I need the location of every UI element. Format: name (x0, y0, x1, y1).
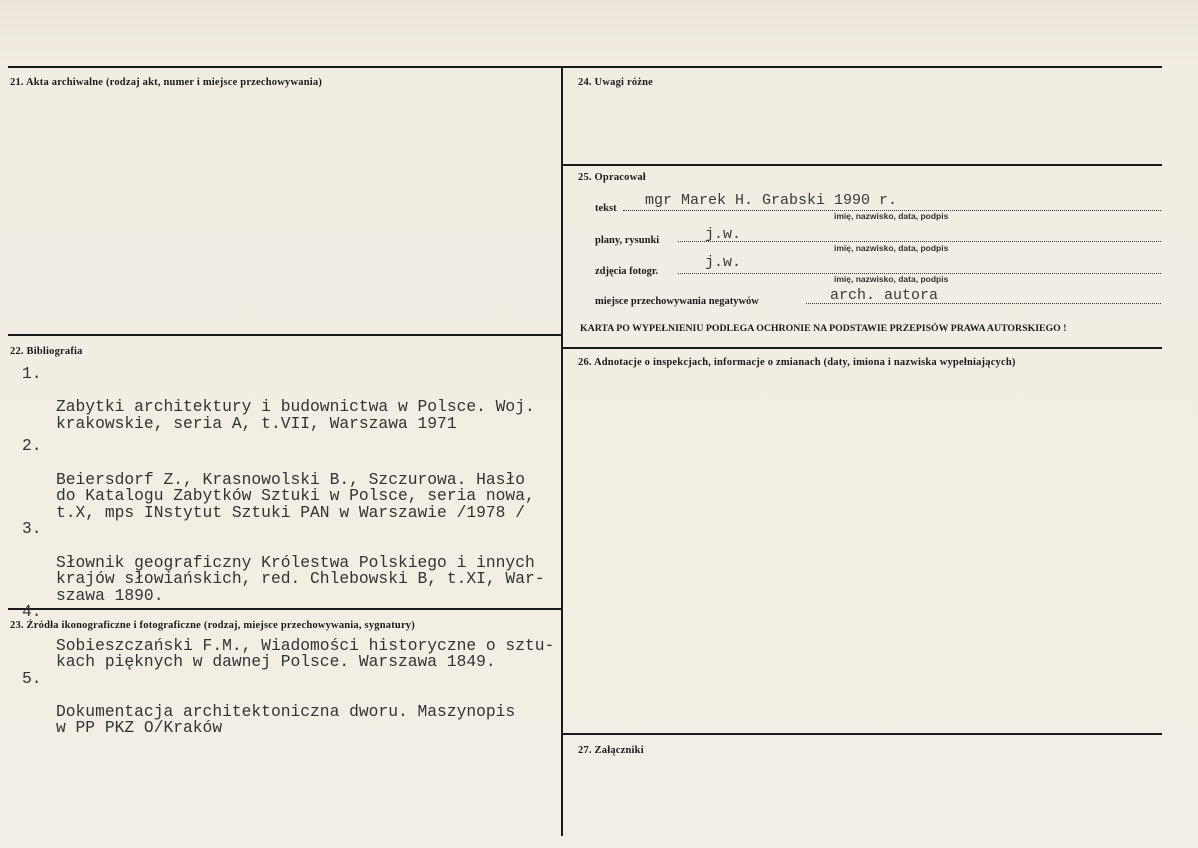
bibliography-entry (22, 438, 567, 521)
section-21-label: 21. Akta archiwalne (rodzaj akt, numer i miejsce przechowywania) (10, 77, 323, 88)
section-23-label: 23. Źródła ikonograficzne i fotograficzne (rodzaj, miejsce przechowywania, sygnatury) (10, 620, 415, 631)
copyright-notice: KARTA PO WYPEŁNIENIU PODLEGA OCHRONIE NA PODSTAWIE PRZEPISÓW PRAWA AUTORSKIEGO ! (580, 323, 1067, 334)
plany-dotted-line (678, 241, 1161, 242)
entry-text: Beiersdorf Z., Krasnowolski B., Szczurowa. Hasło do Katalogu Zabytków Sztuki w Polsce, seria nowa, t.X, mps INstytut Sztuki PAN w Warszawie /1978 / (56, 469, 535, 522)
section-27-label: 27. Załączniki (578, 745, 644, 756)
miejsce-label: miejsce przechowywania negatywów (595, 296, 759, 307)
entry-number: 3. (22, 519, 42, 539)
rule-24-25 (562, 164, 1162, 166)
zdjecia-label: zdjęcia fotogr. (595, 266, 659, 277)
rule-26-27 (562, 733, 1162, 735)
section-24-label: 24. Uwagi różne (578, 77, 654, 88)
entry-number: 5. (22, 668, 42, 688)
section-25-label: 25. Opracował (578, 172, 646, 183)
entry-text: Dokumentacja architektoniczna dworu. Maszynopis w PP PKZ O/Kraków (56, 701, 516, 738)
entry-number: 4. (22, 602, 42, 622)
plany-hint: imię, nazwisko, data, podpis (834, 243, 949, 253)
tekst-value: mgr Marek H. Grabski 1990 r. (645, 192, 898, 209)
bibliography-entry (22, 366, 567, 432)
plany-label: plany, rysunki (595, 235, 660, 246)
entry-text: Zabytki architektury i budownictwa w Polsce. Woj. krakowskie, seria A, t.VII, Warszawa 1971 (56, 397, 535, 433)
tekst-label: tekst (595, 203, 617, 214)
entry-number: 1. (22, 364, 42, 383)
rule-21-22 (8, 334, 562, 336)
tekst-hint: imię, nazwisko, data, podpis (834, 211, 949, 221)
bibliography-entry (22, 521, 567, 604)
entry-text: Słownik geograficzny Królestwa Polskiego i innych krajów słowiańskich, red. Chlebowski B, t.XI, War- szawa 1890. (56, 552, 545, 605)
plany-value: j.w. (705, 226, 742, 243)
top-rule (8, 66, 1162, 68)
entry-number: 2. (22, 436, 42, 456)
zdjecia-value: j.w. (705, 254, 742, 271)
miejsce-value: arch. autora (830, 287, 939, 304)
bibliography-list (22, 366, 567, 737)
bibliography-entry (22, 668, 567, 738)
section-22-label: 22. Bibliografia (10, 346, 83, 357)
entry-text: Sobieszczański F.M., Wiadomości historyczne o sztu- kach pięknych w dawnej Polsce. Warszawa 1849. (56, 635, 555, 672)
zdjecia-hint: imię, nazwisko, data, podpis (834, 274, 949, 284)
bibliography-entry (22, 604, 567, 670)
rule-25-26 (562, 347, 1162, 349)
section-26-label: 26. Adnotacje o inspekcjach, informacje o zmianach (daty, imiona i nazwiska wypełniających) (578, 357, 1016, 368)
